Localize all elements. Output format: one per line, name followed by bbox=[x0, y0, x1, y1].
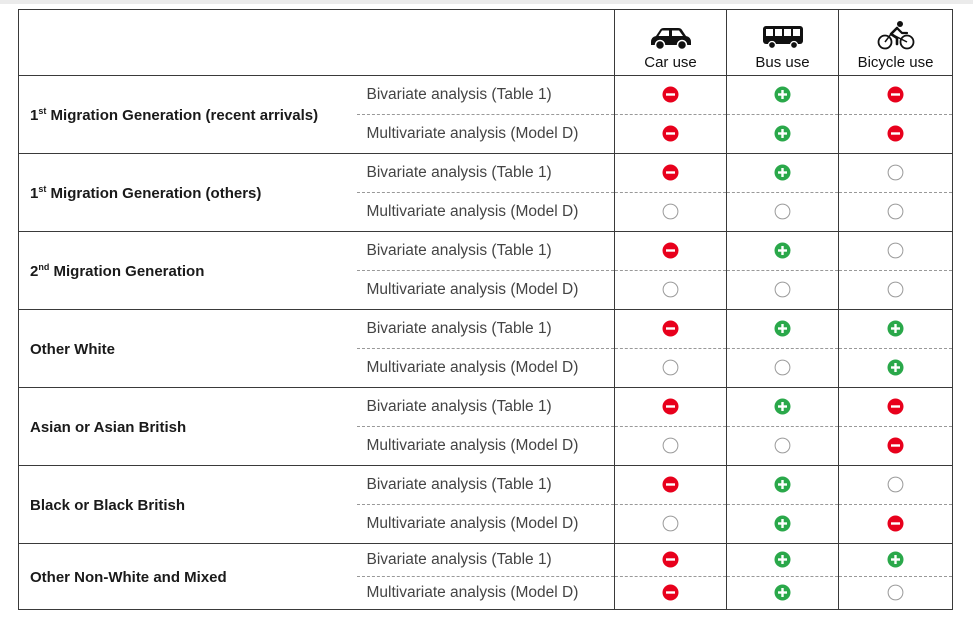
analysis-label: Bivariate analysis (Table 1) bbox=[357, 544, 615, 577]
none-effect-icon bbox=[887, 203, 904, 220]
bicycle-result-cell bbox=[839, 466, 953, 505]
bus-result-cell bbox=[727, 505, 839, 544]
none-effect-icon bbox=[662, 281, 679, 298]
car-result-cell bbox=[615, 271, 727, 310]
negative-effect-icon bbox=[662, 164, 679, 181]
bus-result-cell bbox=[727, 577, 839, 610]
group-label bbox=[19, 310, 357, 388]
negative-effect-icon bbox=[662, 320, 679, 337]
negative-effect-icon bbox=[887, 125, 904, 142]
group-label bbox=[19, 544, 357, 610]
group-label-number: 2 bbox=[30, 262, 39, 280]
table-row bbox=[19, 388, 953, 427]
analysis-label: Multivariate analysis (Model D) bbox=[357, 271, 615, 310]
bicycle-result-cell bbox=[839, 427, 953, 466]
table-row bbox=[19, 154, 953, 193]
analysis-label: Bivariate analysis (Table 1) bbox=[357, 388, 615, 427]
bus-result-cell bbox=[727, 544, 839, 577]
analysis-label: Bivariate analysis (Table 1) bbox=[357, 310, 615, 349]
positive-effect-icon bbox=[774, 551, 791, 568]
bicycle-result-cell bbox=[839, 505, 953, 544]
group-label bbox=[19, 232, 357, 310]
group-label-text: Migration Generation (others) bbox=[46, 184, 262, 202]
bicycle-result-cell bbox=[839, 154, 953, 193]
positive-effect-icon bbox=[887, 551, 904, 568]
header-bus-label: Bus use bbox=[755, 54, 810, 71]
table-row bbox=[19, 544, 953, 577]
negative-effect-icon bbox=[887, 398, 904, 415]
car-icon bbox=[648, 26, 694, 50]
group-label bbox=[19, 466, 357, 544]
analysis-label: Multivariate analysis (Model D) bbox=[357, 427, 615, 466]
bicycle-result-cell bbox=[839, 310, 953, 349]
none-effect-icon bbox=[662, 515, 679, 532]
bus-result-cell bbox=[727, 115, 839, 154]
table-row bbox=[19, 232, 953, 271]
bicycle-result-cell bbox=[839, 76, 953, 115]
table-row bbox=[19, 310, 953, 349]
analysis-label: Bivariate analysis (Table 1) bbox=[357, 232, 615, 271]
negative-effect-icon bbox=[662, 584, 679, 601]
header-car-use bbox=[615, 10, 727, 76]
negative-effect-icon bbox=[887, 86, 904, 103]
bus-result-cell bbox=[727, 232, 839, 271]
car-result-cell bbox=[615, 232, 727, 271]
none-effect-icon bbox=[887, 281, 904, 298]
bicycle-icon bbox=[876, 20, 916, 50]
none-effect-icon bbox=[887, 584, 904, 601]
none-effect-icon bbox=[887, 164, 904, 181]
results-table bbox=[18, 9, 953, 610]
header-blank bbox=[19, 10, 615, 76]
group-label-text: Migration Generation (recent arrivals) bbox=[46, 106, 319, 124]
bus-result-cell bbox=[727, 427, 839, 466]
group-label bbox=[19, 76, 357, 154]
header-bus-use bbox=[727, 10, 839, 76]
none-effect-icon bbox=[774, 437, 791, 454]
bus-result-cell bbox=[727, 76, 839, 115]
bicycle-result-cell bbox=[839, 271, 953, 310]
positive-effect-icon bbox=[774, 86, 791, 103]
none-effect-icon bbox=[887, 476, 904, 493]
none-effect-icon bbox=[662, 437, 679, 454]
bicycle-result-cell bbox=[839, 388, 953, 427]
none-effect-icon bbox=[774, 203, 791, 220]
bicycle-result-cell bbox=[839, 544, 953, 577]
negative-effect-icon bbox=[662, 398, 679, 415]
group-label-ordinal: st bbox=[38, 183, 47, 194]
table-row bbox=[19, 466, 953, 505]
none-effect-icon bbox=[887, 242, 904, 259]
bicycle-result-cell bbox=[839, 115, 953, 154]
car-result-cell bbox=[615, 577, 727, 610]
positive-effect-icon bbox=[774, 515, 791, 532]
bus-result-cell bbox=[727, 271, 839, 310]
car-result-cell bbox=[615, 154, 727, 193]
car-result-cell bbox=[615, 466, 727, 505]
negative-effect-icon bbox=[662, 86, 679, 103]
bicycle-result-cell bbox=[839, 349, 953, 388]
positive-effect-icon bbox=[774, 584, 791, 601]
bus-result-cell bbox=[727, 310, 839, 349]
car-result-cell bbox=[615, 349, 727, 388]
negative-effect-icon bbox=[662, 125, 679, 142]
negative-effect-icon bbox=[662, 551, 679, 568]
group-label-text: Other White bbox=[30, 340, 115, 358]
analysis-label: Multivariate analysis (Model D) bbox=[357, 577, 615, 610]
negative-effect-icon bbox=[887, 437, 904, 454]
analysis-label: Bivariate analysis (Table 1) bbox=[357, 154, 615, 193]
analysis-label: Multivariate analysis (Model D) bbox=[357, 505, 615, 544]
bus-icon bbox=[761, 24, 805, 50]
car-result-cell bbox=[615, 115, 727, 154]
positive-effect-icon bbox=[774, 164, 791, 181]
analysis-label: Multivariate analysis (Model D) bbox=[357, 115, 615, 154]
car-result-cell bbox=[615, 310, 727, 349]
group-label-text: Migration Generation bbox=[49, 262, 205, 280]
bus-result-cell bbox=[727, 193, 839, 232]
group-label-number: 1 bbox=[30, 106, 39, 124]
positive-effect-icon bbox=[774, 476, 791, 493]
car-result-cell bbox=[615, 427, 727, 466]
top-border bbox=[0, 0, 973, 4]
negative-effect-icon bbox=[662, 476, 679, 493]
group-label-text: Asian or Asian British bbox=[30, 418, 187, 436]
group-label bbox=[19, 154, 357, 232]
bus-result-cell bbox=[727, 388, 839, 427]
bicycle-result-cell bbox=[839, 193, 953, 232]
car-result-cell bbox=[615, 388, 727, 427]
car-result-cell bbox=[615, 544, 727, 577]
analysis-label: Bivariate analysis (Table 1) bbox=[357, 466, 615, 505]
none-effect-icon bbox=[774, 281, 791, 298]
positive-effect-icon bbox=[774, 125, 791, 142]
none-effect-icon bbox=[774, 359, 791, 376]
negative-effect-icon bbox=[662, 242, 679, 259]
header-row bbox=[19, 10, 953, 76]
group-label-number: 1 bbox=[30, 184, 39, 202]
group-label-text: Other Non-White and Mixed bbox=[30, 568, 227, 586]
analysis-label: Multivariate analysis (Model D) bbox=[357, 349, 615, 388]
positive-effect-icon bbox=[887, 359, 904, 376]
bus-result-cell bbox=[727, 349, 839, 388]
positive-effect-icon bbox=[774, 320, 791, 337]
analysis-label: Bivariate analysis (Table 1) bbox=[357, 76, 615, 115]
group-label-ordinal: st bbox=[38, 105, 47, 116]
group-label-ordinal: nd bbox=[38, 261, 50, 272]
positive-effect-icon bbox=[774, 398, 791, 415]
table-row bbox=[19, 76, 953, 115]
none-effect-icon bbox=[662, 203, 679, 220]
none-effect-icon bbox=[662, 359, 679, 376]
bicycle-result-cell bbox=[839, 232, 953, 271]
group-label bbox=[19, 388, 357, 466]
bus-result-cell bbox=[727, 154, 839, 193]
car-result-cell bbox=[615, 76, 727, 115]
analysis-label: Multivariate analysis (Model D) bbox=[357, 193, 615, 232]
bus-result-cell bbox=[727, 466, 839, 505]
car-result-cell bbox=[615, 505, 727, 544]
positive-effect-icon bbox=[887, 320, 904, 337]
group-label-text: Black or Black British bbox=[30, 496, 186, 514]
positive-effect-icon bbox=[774, 242, 791, 259]
negative-effect-icon bbox=[887, 515, 904, 532]
bicycle-result-cell bbox=[839, 577, 953, 610]
header-bicycle-use bbox=[839, 10, 953, 76]
header-car-label: Car use bbox=[644, 54, 697, 71]
header-bicycle-label: Bicycle use bbox=[857, 54, 934, 71]
car-result-cell bbox=[615, 193, 727, 232]
